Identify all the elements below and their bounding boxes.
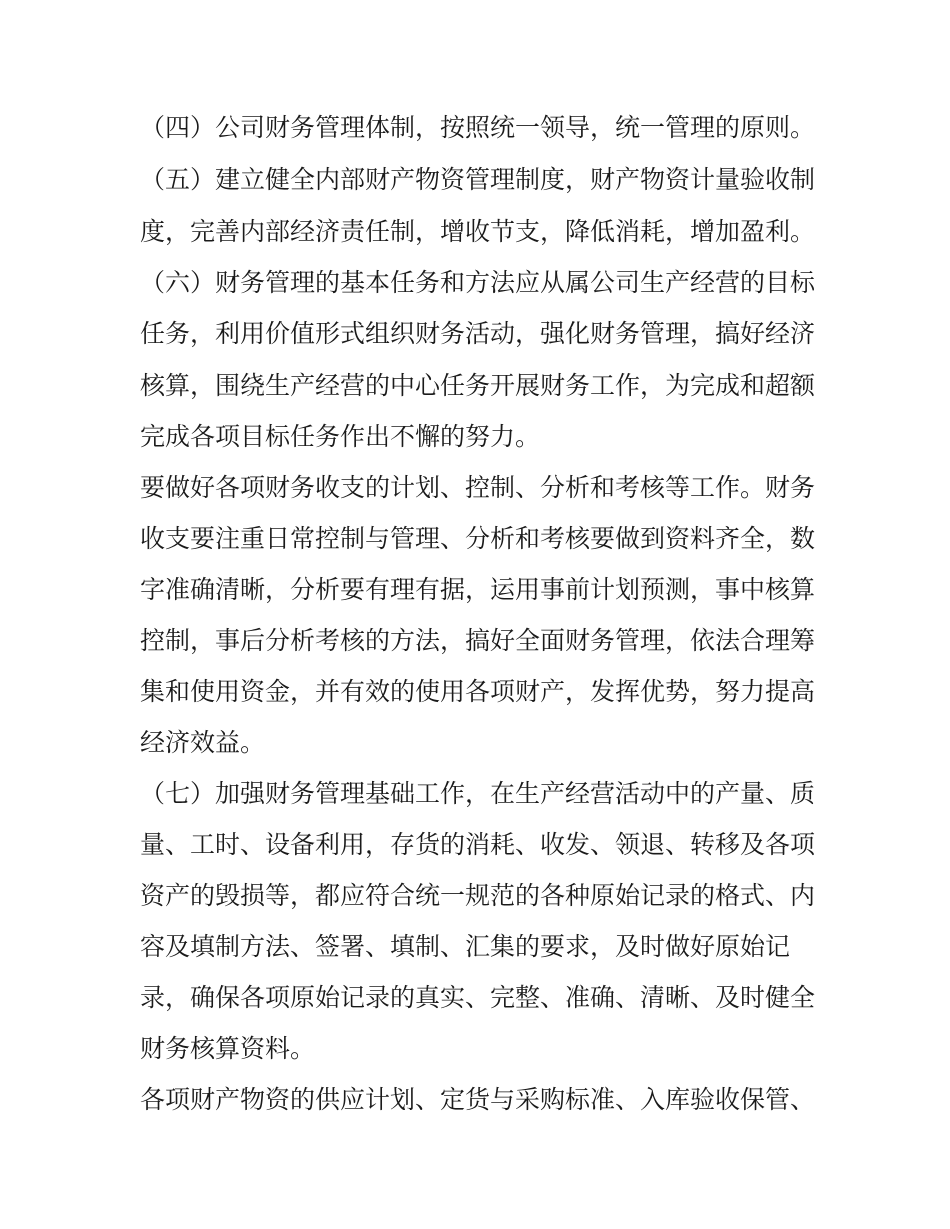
text-line: 录，确保各项原始记录的真实、完整、准确、清晰、及时健全	[140, 983, 816, 1012]
text-line: 集和使用资金，并有效的使用各项财产，发挥优势，努力提高	[140, 677, 816, 706]
text-line: 要做好各项财务收支的计划、控制、分析和考核等工作。财务	[140, 473, 816, 502]
text-line: 度，完善内部经济责任制，增收节支，降低消耗，增加盈利。	[140, 217, 816, 246]
text-line: 任务，利用价值形式组织财务活动，强化财务管理，搞好经济	[140, 319, 816, 348]
text-line: 控制，事后分析考核的方法，搞好全面财务管理，依法合理筹	[140, 626, 816, 655]
text-line: 资产的毁损等，都应符合统一规范的各种原始记录的格式、内	[140, 881, 816, 910]
text-line: （七）加强财务管理基础工作，在生产经营活动中的产量、质	[140, 779, 816, 808]
text-line: （六）财务管理的基本任务和方法应从属公司生产经营的目标	[140, 268, 816, 297]
text-line: 财务核算资料。	[140, 1034, 316, 1063]
text-line: 经济效益。	[140, 728, 266, 757]
text-line: 各项财产物资的供应计划、定货与采购标准、入库验收保管、	[140, 1085, 816, 1114]
text-line: 完成各项目标任务作出不懈的努力。	[140, 422, 541, 451]
text-line: 量、工时、设备利用，存货的消耗、收发、领退、转移及各项	[140, 830, 816, 859]
text-line: 容及填制方法、签署、填制、汇集的要求，及时做好原始记	[140, 932, 791, 961]
text-line: （五）建立健全内部财产物资管理制度，财产物资计量验收制	[140, 165, 816, 194]
text-line: （四）公司财务管理体制，按照统一领导，统一管理的原则。	[140, 113, 816, 142]
text-line: 核算，围绕生产经营的中心任务开展财务工作，为完成和超额	[140, 371, 816, 400]
text-line: 收支要注重日常控制与管理、分析和考核要做到资料齐全，数	[140, 524, 816, 553]
text-line: 字准确清晰，分析要有理有据，运用事前计划预测，事中核算	[140, 575, 816, 604]
